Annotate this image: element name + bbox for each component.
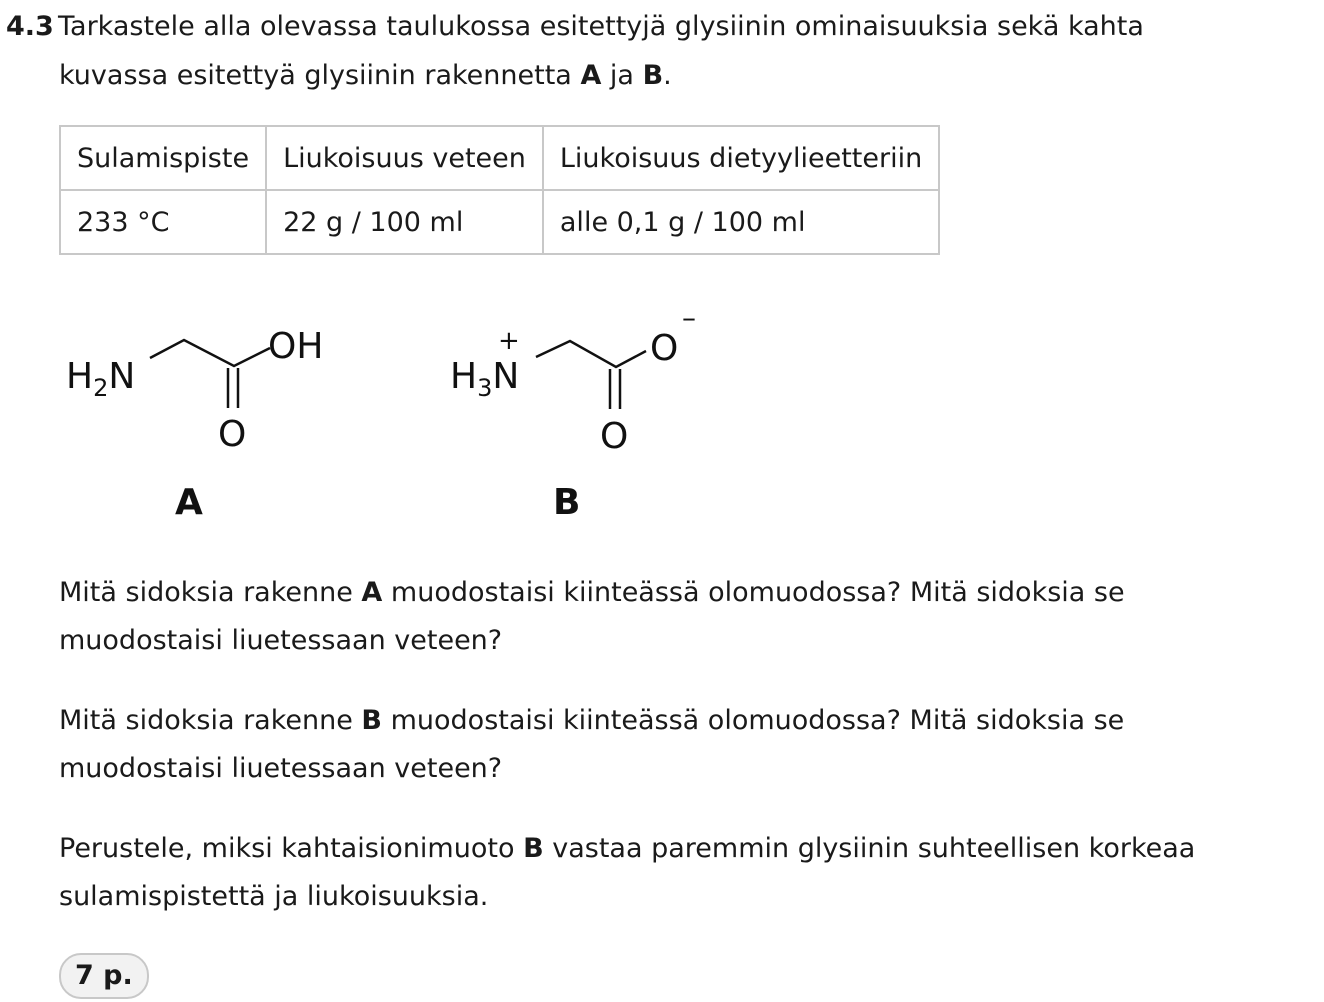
prompt-1-line-1: Mitä sidoksia rakenne A muodostaisi kiinteässä olomuodossa? Mitä sidoksia se — [59, 577, 1125, 608]
question-number: 4.3 — [6, 11, 54, 42]
structure-b-oxygen-anion: O — [650, 328, 679, 369]
question-intro-1: Tarkastele alla olevassa taulukossa esitettyjä glysiinin ominaisuuksia sekä kahta — [58, 11, 1144, 42]
structure-b-amine: $H_3N$ — [450, 356, 520, 402]
prompt-2-line-1: Mitä sidoksia rakenne B muodostaisi kiinteässä olomuodossa? Mitä sidoksia se — [59, 705, 1125, 736]
structure-b-bonds — [536, 341, 646, 367]
header-melting-point: Sulamispiste — [60, 126, 266, 190]
value-ether-solubility: alle 0,1 g / 100 ml — [543, 190, 939, 254]
prompt-paragraph-2 — [59, 697, 1321, 793]
value-water-solubility: 22 g / 100 ml — [266, 190, 543, 254]
structure-b-plus: + — [498, 326, 520, 356]
prompt-2-line-2: muodostaisi liuetessaan veteen? — [59, 753, 503, 784]
prompt-1-line-2: muodostaisi liuetessaan veteen? — [59, 625, 503, 656]
structure-b-oxygen: O — [600, 416, 629, 457]
table-header-row — [60, 126, 939, 190]
prompt-3-line-1: Perustele, miksi kahtaisionimuoto B vastaa paremmin glysiinin suhteellisen korkeaa — [59, 833, 1196, 864]
structure-b-diagram — [440, 305, 730, 530]
structure-a-oxygen: O — [218, 414, 247, 455]
structure-a-diagram — [60, 310, 350, 530]
question-line-1 — [6, 2, 1306, 51]
structure-a-bonds — [150, 340, 270, 366]
structure-a-hydroxyl: OH — [268, 326, 324, 367]
question-period: . — [663, 60, 672, 91]
prompt-3-line-2: sulamispistettä ja liukoisuuksia. — [59, 881, 489, 912]
structure-a-amine: $H_2N$ — [66, 356, 136, 402]
question-joiner: ja — [601, 60, 643, 91]
header-water-solubility: Liukoisuus veteen — [266, 126, 543, 190]
structure-label-a: A — [580, 60, 602, 91]
value-melting-point: 233 °C — [60, 190, 266, 254]
table-row — [60, 190, 939, 254]
prompt-paragraph-3 — [59, 825, 1321, 921]
structure-b-caption: B — [553, 482, 581, 523]
structure-label-b: B — [642, 60, 664, 91]
points-badge: 7 p. — [59, 953, 149, 999]
glycine-properties-table — [59, 125, 940, 255]
question-line-2 — [6, 51, 1306, 100]
prompt-paragraph-1 — [59, 569, 1321, 665]
structure-a-caption: A — [175, 482, 203, 523]
question-header — [6, 2, 1306, 100]
question-intro-2: kuvassa esitettyä glysiinin rakennetta — [59, 60, 581, 91]
structure-b-minus: – — [682, 305, 696, 334]
header-ether-solubility: Liukoisuus dietyylieetteriin — [543, 126, 939, 190]
